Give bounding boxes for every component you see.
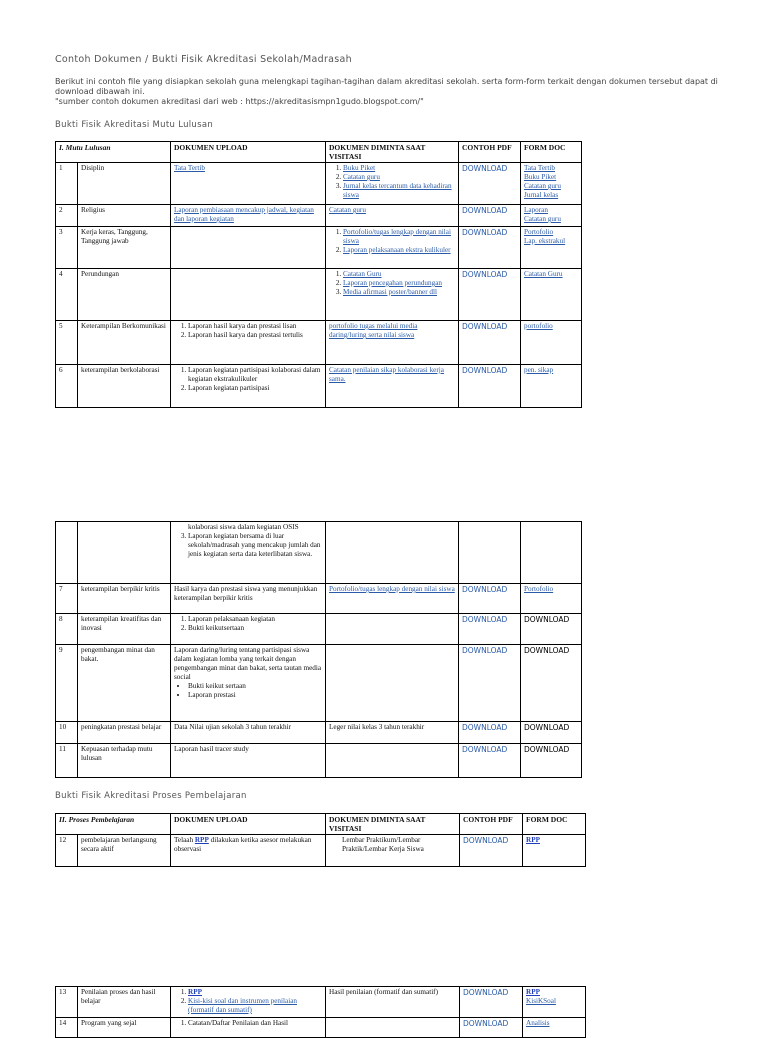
document-link[interactable]: Catatan guru [524, 215, 561, 223]
rpp-link[interactable]: RPP [194, 836, 209, 844]
row-doc [521, 744, 582, 778]
row-number: 13 [56, 987, 78, 1018]
list-item [343, 279, 455, 288]
list-item [343, 228, 455, 246]
row-number: 6 [56, 365, 78, 408]
download-pdf-link[interactable]: DOWNLOAD [463, 836, 509, 845]
row-upload [171, 205, 326, 227]
row-visitasi [326, 645, 459, 722]
list-item-text: Laporan pelaksanaan kegiatan [188, 615, 276, 623]
row-number: 3 [56, 227, 78, 269]
doc-link[interactable]: RPP [526, 988, 540, 996]
row-number: 1 [56, 163, 78, 205]
list-item [188, 615, 322, 624]
row-indicator: Penilaian proses dan hasil belajar [78, 987, 171, 1018]
row-indicator: Program yang sejal [78, 1018, 171, 1038]
table-mutu-lulusan [55, 141, 582, 408]
table-row [56, 645, 582, 722]
row-visitasi [326, 584, 459, 614]
row-doc [523, 1018, 586, 1038]
table-row [56, 614, 582, 645]
row-number: 14 [56, 1018, 78, 1038]
list-item [188, 331, 322, 340]
document-link[interactable]: Jurnal kelas tercantum data kehadiran siswa [343, 182, 452, 199]
doc-link[interactable]: RPP [526, 836, 540, 844]
document-link[interactable]: Laporan pencegahan perundungan [343, 279, 442, 287]
document-link[interactable]: Catatan guru [343, 173, 380, 181]
table-proses-pembelajaran [55, 813, 586, 867]
download-pdf-link[interactable]: DOWNLOAD [462, 585, 508, 594]
row-doc [521, 227, 582, 269]
download-pdf-link[interactable]: DOWNLOAD [462, 322, 508, 331]
row-upload [171, 722, 326, 744]
row-pdf [459, 722, 521, 744]
doc-link[interactable]: KisiKSoal [526, 997, 556, 1005]
col-header-visitasi: DOKUMEN DIMINTA SAAT VISITASI [326, 142, 459, 163]
row-upload [171, 614, 326, 645]
download-pdf-link[interactable]: DOWNLOAD [462, 206, 508, 215]
download-pdf-link[interactable]: DOWNLOAD [462, 366, 508, 375]
col-header-doc: FORM DOC [521, 142, 582, 163]
row-upload [171, 645, 326, 722]
table-row [56, 321, 582, 365]
col-header-upload: DOKUMEN UPLOAD [171, 142, 326, 163]
document-link[interactable]: Media afirmasi poster/banner dll [343, 288, 438, 296]
download-pdf-link[interactable]: DOWNLOAD [462, 745, 508, 754]
row-pdf [459, 614, 521, 645]
document-link[interactable]: Tata Tertib [524, 164, 555, 172]
section-heading-mutu-lulusan: Bukti Fisik Akreditasi Mutu Lulusan [55, 120, 214, 130]
download-pdf-link[interactable]: DOWNLOAD [462, 164, 508, 173]
row-upload [171, 987, 326, 1018]
download-pdf-link[interactable]: DOWNLOAD [463, 1019, 509, 1028]
row-doc [521, 614, 582, 645]
document-link[interactable]: Buku Piket [343, 164, 376, 172]
row-doc [521, 321, 582, 365]
table-row [56, 744, 582, 778]
row-doc [521, 269, 582, 321]
document-link[interactable]: Jurnal kelas [524, 191, 559, 199]
upload-list [174, 988, 322, 1015]
row-upload [171, 584, 326, 614]
row-number: 10 [56, 722, 78, 744]
list-item-text: Bukti keikutsertaan [188, 624, 245, 632]
row-visitasi [326, 227, 459, 269]
col-header-visitasi: DOKUMEN DIMINTA SAAT VISITASI [326, 814, 460, 835]
list-item [343, 182, 455, 200]
row-upload [171, 227, 326, 269]
table-header-row [56, 814, 586, 835]
list-item [343, 246, 455, 255]
cell-text: Hasil karya dan prestasi siswa yang menunjukkan keterampilan berpikir kritis [174, 585, 318, 602]
doc-link[interactable]: Analisis [526, 1019, 550, 1027]
document-link[interactable]: Tata Tertib [174, 164, 205, 172]
row-doc [521, 584, 582, 614]
document-link[interactable]: Portofolio [524, 585, 554, 593]
document-link[interactable]: Portofolio/tugas lengkap dengan nilai siswa [343, 228, 451, 245]
kisi-kisi-link[interactable]: Kisi-kisi soal dan instrumen penilaian (formatif dan sumatif) [188, 997, 297, 1014]
download-doc-link[interactable]: DOWNLOAD [524, 646, 570, 655]
row-doc [521, 645, 582, 722]
table-row [56, 584, 582, 614]
table-row [56, 269, 582, 321]
list-item [343, 288, 455, 297]
cell-list [174, 615, 322, 633]
row-pdf [460, 987, 523, 1018]
document-link[interactable]: Catatan guru [524, 182, 561, 190]
row-doc [521, 163, 582, 205]
section-heading-proses-pembelajaran: Bukti Fisik Akreditasi Proses Pembelajaran [55, 791, 247, 801]
table-row [56, 163, 582, 205]
document-link[interactable]: Catatan Guru [343, 270, 382, 278]
row-visitasi: Hasil penilaian (formatif dan sumatif) [326, 987, 460, 1018]
list-item [188, 624, 322, 633]
cont-upload-text: kolaborasi siswa dalam kegiatan OSIS [188, 523, 299, 531]
row-visitasi [326, 321, 459, 365]
download-pdf-link[interactable]: DOWNLOAD [462, 646, 508, 655]
row-upload [171, 744, 326, 778]
row-indicator: peningkatan prestasi belajar [78, 722, 171, 744]
intro-line-1: Berikut ini contoh file yang disiapkan sekolah guna melengkapi tagihan-tagihan dalam akreditasi sekolah. serta form-form terkait dengan dokumen tersebut dapat di download dibawah ini. [55, 77, 718, 96]
table-row [56, 722, 582, 744]
row-indicator: Disiplin [78, 163, 171, 205]
cell-text: Laporan daring/luring tentang partisipasi siswa dalam kegiatan lomba yang terkait dengan pengembangan minat dan bakat, serta tautan media social [174, 646, 322, 681]
row-indicator: Kerja keras, Tanggung, Tanggung jawab [78, 227, 171, 269]
rpp-link[interactable]: RPP [188, 988, 202, 996]
row-pdf [459, 269, 521, 321]
cell-list [174, 322, 322, 340]
list-item-text: Laporan hasil karya dan prestasi lisan [188, 322, 297, 330]
cell-list [329, 228, 455, 255]
list-item [188, 366, 322, 384]
row-number: 7 [56, 584, 78, 614]
download-doc-link[interactable]: DOWNLOAD [524, 745, 570, 754]
document-link[interactable]: Portofolio [524, 228, 554, 236]
document-link[interactable]: portofolio [524, 322, 553, 330]
document-link[interactable]: Buku Piket [524, 173, 557, 181]
intro-text [55, 77, 725, 107]
row-doc [523, 987, 586, 1018]
table-row [56, 227, 582, 269]
row-indicator: Religius [78, 205, 171, 227]
col-header-pdf: CONTOH PDF [460, 814, 523, 835]
col-header-upload: DOKUMEN UPLOAD [171, 814, 326, 835]
col-header-doc: FORM DOC [523, 814, 586, 835]
download-pdf-link[interactable]: DOWNLOAD [462, 270, 508, 279]
row-indicator: Keterampilan Berkomunikasi [78, 321, 171, 365]
list-item: • Laporan prestasi [188, 691, 322, 700]
document-link[interactable]: Lap. ekstrakul [524, 237, 566, 245]
list-item-text: Laporan hasil karya dan prestasi tertulis [188, 331, 303, 339]
list-item [188, 384, 322, 393]
cell-text: Laporan hasil tracer study [174, 745, 249, 753]
row-pdf [459, 744, 521, 778]
row-visitasi [326, 744, 459, 778]
row-number: 5 [56, 321, 78, 365]
row-number: 11 [56, 744, 78, 778]
row-visitasi [326, 722, 459, 744]
cell-text: Data Nilai ujian sekolah 3 tahun terakhir [174, 723, 291, 731]
table-row [56, 365, 582, 408]
list-item: 3. Laporan kegiatan bersama di luar sekolah/madrasah yang mencakup jumlah dan jenis kegiatan serta data keterlibatan siswa. [188, 532, 322, 559]
row-indicator: pengembangan minat dan bakat. [78, 645, 171, 722]
row-indicator: keterampilan kreatifitas dan inovasi [78, 614, 171, 645]
cell-bullets [174, 682, 322, 700]
download-doc-link[interactable]: DOWNLOAD [524, 615, 570, 624]
intro-line-2: "sumber contoh dokumen akreditasi dari web : https://akreditasismpn1gudo.blogspot.com/" [55, 97, 424, 106]
page-title: Contoh Dokumen / Bukti Fisik Akreditasi Sekolah/Madrasah [55, 54, 352, 65]
cell-list [174, 366, 322, 393]
document-link[interactable]: Catatan Guru [524, 270, 563, 278]
list-item-text: Laporan kegiatan partisipasi kolaborasi dalam kegiatan ekstrakulikuler [188, 366, 321, 383]
document-link[interactable]: pen. sikap [524, 366, 554, 374]
row-visitasi [326, 365, 459, 408]
document-link[interactable]: Catatan penilaian sikap kolaborasi kerja sama. [329, 366, 444, 383]
row-number: 4 [56, 269, 78, 321]
table-row [56, 987, 586, 1018]
row-pdf [459, 584, 521, 614]
table-mutu-lulusan-cont [55, 521, 582, 778]
list-item [188, 322, 322, 331]
table-row [56, 1018, 586, 1038]
sub-header-proses-pembelajaran: II. Proses Pembelajaran [56, 814, 171, 835]
row-upload: 1. Catatan/Daftar Penilaian dan Hasil [171, 1018, 326, 1038]
row-pdf [460, 835, 523, 867]
table-header-row [56, 142, 582, 163]
row-visitasi [326, 163, 459, 205]
row-pdf [459, 163, 521, 205]
document-link[interactable]: Portofolio/tugas lengkap dengan nilai siswa [329, 585, 455, 593]
row-doc [521, 722, 582, 744]
col-header-pdf: CONTOH PDF [459, 142, 521, 163]
row-indicator: Kepuasan terhadap mutu lulusan [78, 744, 171, 778]
row-visitasi: Lembar Praktikum/Lembar Praktik/Lembar Kerja Siswa [326, 835, 460, 867]
row-pdf [459, 227, 521, 269]
document-link[interactable]: portofolio tugas melalui media daring/luring serta nilai siswa [329, 322, 418, 339]
row-doc [521, 365, 582, 408]
download-pdf-link[interactable]: DOWNLOAD [462, 228, 508, 237]
row-indicator: Perundungan [78, 269, 171, 321]
download-doc-link[interactable]: DOWNLOAD [524, 723, 570, 732]
row-doc [523, 835, 586, 867]
cont-upload-cell [171, 522, 326, 584]
list-item [343, 173, 455, 182]
document-link[interactable]: Laporan pembiasaan mencakup jadwal, kegiatan dan laporan kegiatan [174, 206, 314, 223]
list-item-text: Laporan kegiatan partisipasi [188, 384, 270, 392]
table-row [56, 835, 586, 867]
row-pdf [459, 645, 521, 722]
download-pdf-link[interactable]: DOWNLOAD [462, 615, 508, 624]
cont-upload-list [174, 532, 322, 559]
document-link[interactable]: Laporan [524, 206, 548, 214]
row-number: 2 [56, 205, 78, 227]
row-number: 8 [56, 614, 78, 645]
cell-list [329, 164, 455, 200]
row-upload [171, 269, 326, 321]
row-number: 12 [56, 835, 78, 867]
row-visitasi [326, 614, 459, 645]
row-pdf [459, 205, 521, 227]
row-number: 9 [56, 645, 78, 722]
row-pdf [460, 1018, 523, 1038]
document-link[interactable]: Laporan pelaksanaan ekstra kulikuler [343, 246, 451, 254]
row-doc [521, 205, 582, 227]
row-upload: Telaah RPP dilakukan ketika asesor melakukan observasi [171, 835, 326, 867]
row-upload [171, 365, 326, 408]
row-pdf [459, 365, 521, 408]
download-pdf-link[interactable]: DOWNLOAD [462, 723, 508, 732]
sub-header-mutu-lulusan: I. Mutu Lulusan [56, 142, 171, 163]
table-row [56, 205, 582, 227]
row-pdf [459, 321, 521, 365]
row-indicator: keterampilan berkolaborasi [78, 365, 171, 408]
row-upload [171, 163, 326, 205]
table-row-continuation [56, 522, 582, 584]
list-item: • Bukti keikut sertaan [188, 682, 322, 691]
list-item [343, 270, 455, 279]
list-item [343, 164, 455, 173]
table-proses-pembelajaran-cont [55, 986, 586, 1038]
row-indicator: pembelajaran berlangsung secara aktif [78, 835, 171, 867]
row-indicator: keterampilan berpikir kritis [78, 584, 171, 614]
row-upload [171, 321, 326, 365]
cell-text: Leger nilai kelas 3 tahun terakhir [329, 723, 425, 731]
download-pdf-link[interactable]: DOWNLOAD [463, 988, 509, 997]
row-visitasi [326, 269, 459, 321]
row-visitasi [326, 205, 459, 227]
cell-list [329, 270, 455, 297]
document-link[interactable]: Catatan guru [329, 206, 366, 214]
